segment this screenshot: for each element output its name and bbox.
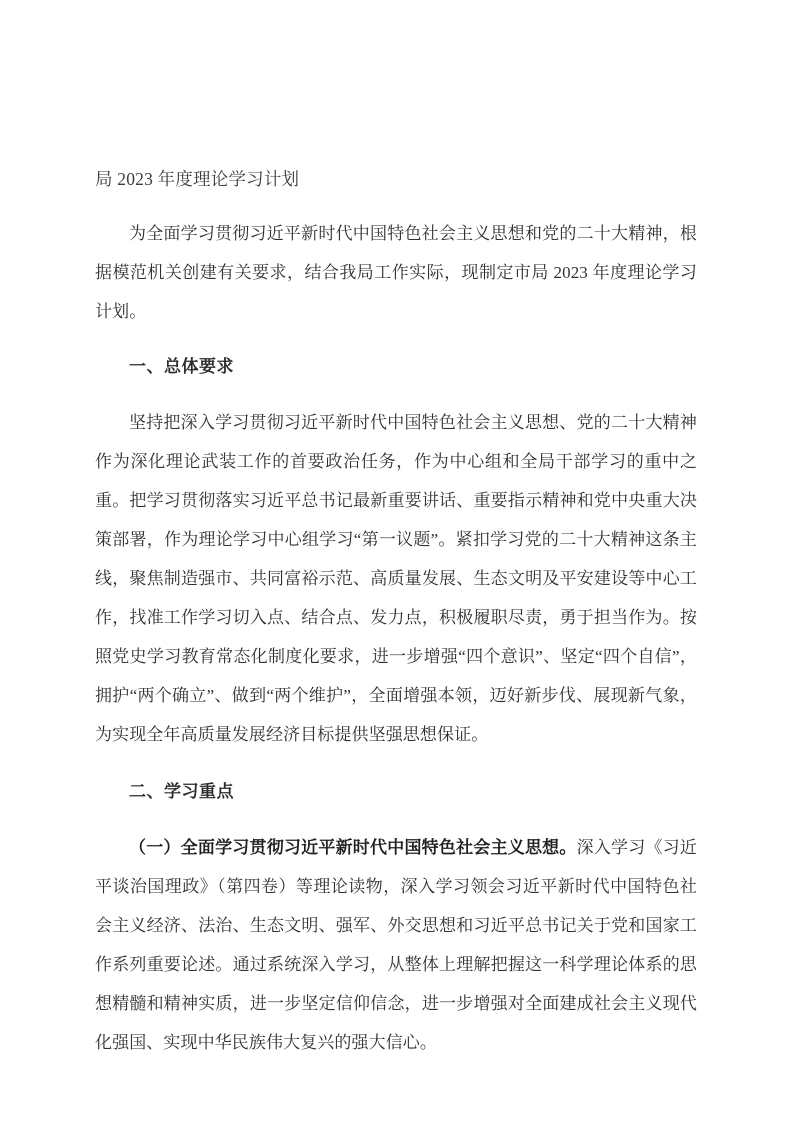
spacer — [95, 331, 697, 347]
document-body — [95, 160, 697, 1062]
study-focus-item-one — [95, 828, 697, 1062]
intro-paragraph: 为全面学习贯彻习近平新时代中国特色社会主义思想和党的二十大精神，根据模范机关创建有关要求，结合我局工作实际，现制定市局 2023 年度理论学习计划。 — [95, 224, 697, 321]
spacer — [95, 754, 697, 772]
spacer — [95, 811, 697, 828]
study-focus-item-one-body: 深入学习《习近平谈治国理政》（第四卷）等理论读物，深入学习领会习近平新时代中国特色社会主义经济、法治、生态文明、强军、外交思想和习近平总书记关于党和国家工作系列重要论述。通过系统深入学习，从整体上理解把握这一科学理论体系的思想精髓和精神实质，进一步坚定信仰信念，进一步增强对全面建成社会主义现代化强国、实现中华民族伟大复兴的强大信心。 — [95, 838, 698, 1052]
heading-study-focus: 二、学习重点 — [129, 782, 234, 801]
study-focus-item-one-bold-lead: （一）全面学习贯彻习近平新时代中国特色社会主义思想。 — [129, 838, 577, 857]
heading-overall-requirements: 一、总体要求 — [129, 357, 234, 376]
page-title: 局 2023 年度理论学习计划 — [95, 169, 300, 189]
spacer — [95, 386, 697, 403]
overall-requirements-paragraph: 坚持把深入学习贯彻习近平新时代中国特色社会主义思想、党的二十大精神作为深化理论武装工作的首要政治任务，作为中心组和全局干部学习的重中之重。把学习贯彻落实习近平总书记最新重要讲话、重要指示精神和党中央重大决策部署，作为理论学习中心组学习“第一议题”。紧扣学习党的二十大精神这条主线，聚焦制造强市、共同富裕示范、高质量发展、生态文明及平安建设等中心工作，找准工作学习切入点、结合点、发力点，积极履职尽责，勇于担当作为。按照党史学习教育常态化制度化要求，进一步增强“四个意识”、坚定“四个自信”，拥护“两个确立”、做到“两个维护”，全面增强本领，迈好新步伐、展现新气象，为实现全年高质量发展经济目标提供坚强思想保证。 — [95, 413, 697, 744]
